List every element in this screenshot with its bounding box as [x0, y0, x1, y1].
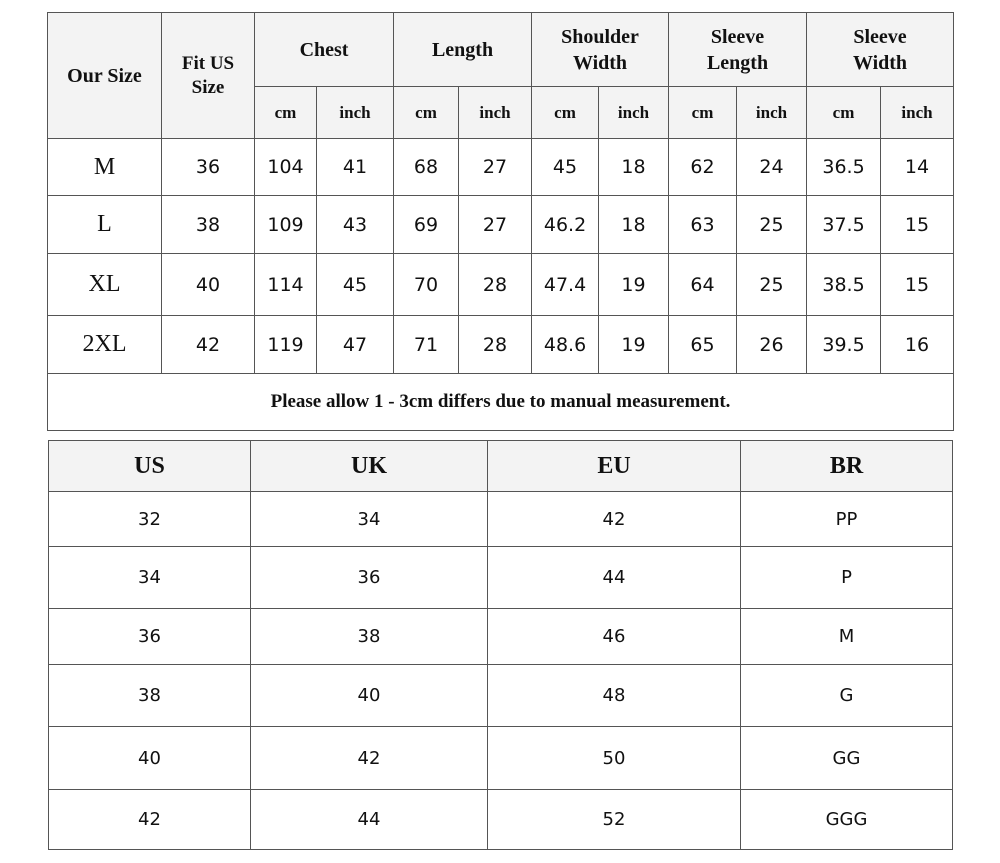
table-cell: 19 [599, 254, 669, 316]
table-cell: M [741, 609, 953, 665]
unit-inch: inch [737, 87, 807, 139]
unit-cm: cm [669, 87, 737, 139]
table-cell: 38.5 [807, 254, 881, 316]
table-cell: 114 [255, 254, 317, 316]
table-cell: 119 [255, 316, 317, 374]
header-sleeve-width: Sleeve Width [807, 13, 954, 87]
table-cell: 14 [881, 139, 954, 196]
unit-inch: inch [317, 87, 394, 139]
size-label: L [48, 196, 162, 254]
header-shoulder-width: Shoulder Width [532, 13, 669, 87]
table-cell: 109 [255, 196, 317, 254]
table-cell: 18 [599, 196, 669, 254]
table-cell: 36 [162, 139, 255, 196]
table-cell: 50 [488, 727, 741, 790]
table-cell: 19 [599, 316, 669, 374]
table-cell: 40 [162, 254, 255, 316]
header-length: Length [394, 13, 532, 87]
table-cell: 15 [881, 196, 954, 254]
table-row [48, 316, 954, 374]
table-cell: 38 [162, 196, 255, 254]
header-uk: UK [251, 441, 488, 492]
header-eu: EU [488, 441, 741, 492]
table-cell: 42 [49, 790, 251, 850]
table-cell: 69 [394, 196, 459, 254]
size-label: M [48, 139, 162, 196]
table-cell: 26 [737, 316, 807, 374]
table-cell: 45 [317, 254, 394, 316]
table-cell: 70 [394, 254, 459, 316]
table-cell: 42 [488, 492, 741, 547]
table-row [48, 254, 954, 316]
table-cell: 104 [255, 139, 317, 196]
table-cell: 28 [459, 316, 532, 374]
table-cell: 52 [488, 790, 741, 850]
unit-inch: inch [599, 87, 669, 139]
table-row [48, 139, 954, 196]
table-row [49, 547, 953, 609]
table-cell: 71 [394, 316, 459, 374]
unit-cm: cm [394, 87, 459, 139]
header-us: US [49, 441, 251, 492]
header-sleeve-length: Sleeve Length [669, 13, 807, 87]
table-cell: 62 [669, 139, 737, 196]
header-our-size: Our Size [48, 13, 162, 139]
table-cell: 32 [49, 492, 251, 547]
table-cell: 34 [49, 547, 251, 609]
unit-cm: cm [255, 87, 317, 139]
unit-inch: inch [881, 87, 954, 139]
table-cell: 39.5 [807, 316, 881, 374]
table-cell: 36 [49, 609, 251, 665]
table-cell: 68 [394, 139, 459, 196]
table-cell: 27 [459, 196, 532, 254]
table-cell: G [741, 665, 953, 727]
table-cell: GGG [741, 790, 953, 850]
table-cell: 38 [251, 609, 488, 665]
size-label: XL [48, 254, 162, 316]
table-cell: 47 [317, 316, 394, 374]
table-cell: 42 [251, 727, 488, 790]
table-cell: 43 [317, 196, 394, 254]
table-cell: 18 [599, 139, 669, 196]
measurement-note: Please allow 1 - 3cm differs due to manual measurement. [48, 374, 954, 431]
table-row [49, 609, 953, 665]
table-row [49, 790, 953, 850]
table-cell: 37.5 [807, 196, 881, 254]
table-cell: 36.5 [807, 139, 881, 196]
table-cell: 40 [251, 665, 488, 727]
table-cell: 65 [669, 316, 737, 374]
table-cell: 25 [737, 196, 807, 254]
table-cell: 27 [459, 139, 532, 196]
table-cell: 48 [488, 665, 741, 727]
table-cell: GG [741, 727, 953, 790]
table-row [49, 665, 953, 727]
size-conversion-table [48, 440, 953, 850]
table-cell: 34 [251, 492, 488, 547]
table-cell: 47.4 [532, 254, 599, 316]
unit-cm: cm [807, 87, 881, 139]
table-cell: 45 [532, 139, 599, 196]
table-cell: 42 [162, 316, 255, 374]
table-cell: 25 [737, 254, 807, 316]
header-br: BR [741, 441, 953, 492]
table-cell: 64 [669, 254, 737, 316]
table-cell: 46.2 [532, 196, 599, 254]
header-fit-us-size: Fit US Size [162, 13, 255, 139]
table-cell: 36 [251, 547, 488, 609]
table-cell: P [741, 547, 953, 609]
table-row [48, 196, 954, 254]
table-cell: 40 [49, 727, 251, 790]
table-cell: 41 [317, 139, 394, 196]
header-chest: Chest [255, 13, 394, 87]
table-cell: 63 [669, 196, 737, 254]
size-label: 2XL [48, 316, 162, 374]
table-cell: 15 [881, 254, 954, 316]
table-cell: 44 [488, 547, 741, 609]
table-cell: PP [741, 492, 953, 547]
table-cell: 48.6 [532, 316, 599, 374]
table-cell: 16 [881, 316, 954, 374]
table-cell: 28 [459, 254, 532, 316]
size-chart-table [47, 12, 954, 431]
table-cell: 38 [49, 665, 251, 727]
unit-cm: cm [532, 87, 599, 139]
table-row [49, 492, 953, 547]
unit-inch: inch [459, 87, 532, 139]
table-cell: 46 [488, 609, 741, 665]
table-row [49, 727, 953, 790]
table-cell: 44 [251, 790, 488, 850]
table-cell: 24 [737, 139, 807, 196]
